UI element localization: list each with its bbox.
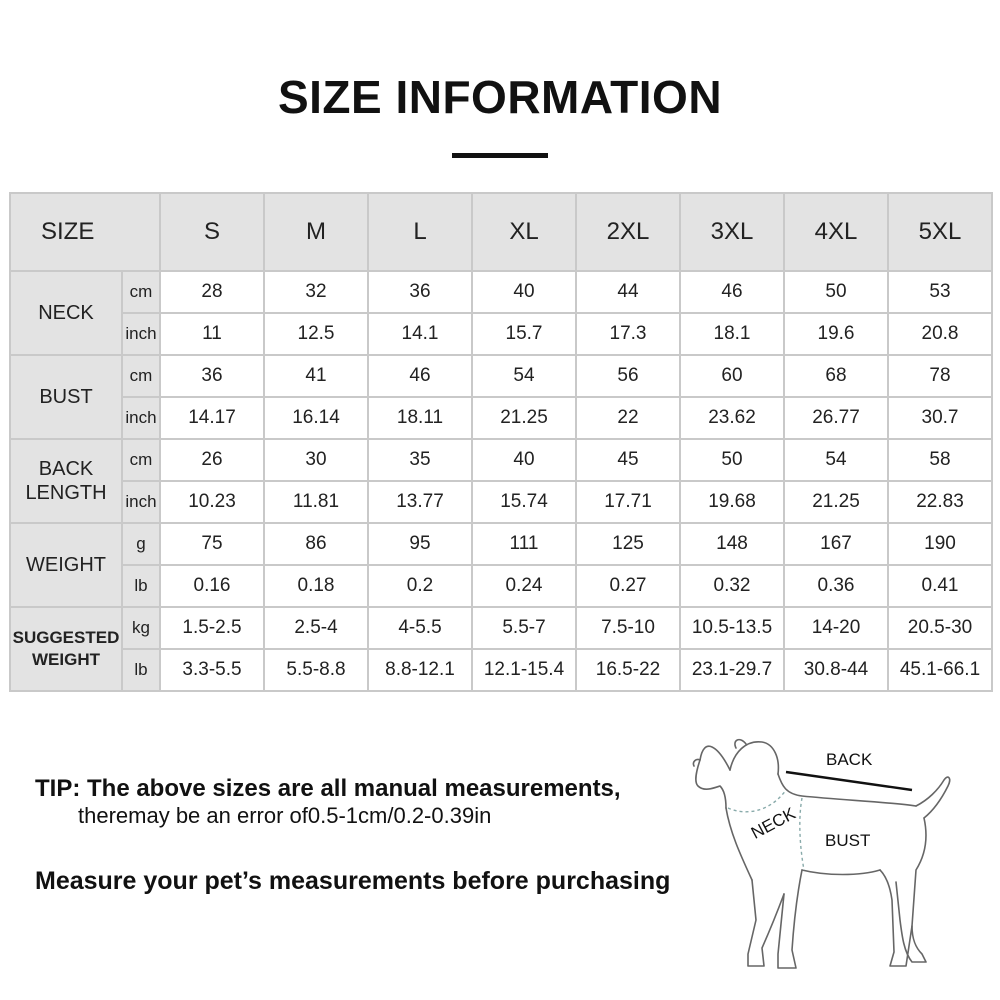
group-label: NECK (10, 271, 122, 355)
unit-cell: lb (122, 565, 160, 607)
value-cell: 14.1 (368, 313, 472, 355)
value-cell: 75 (160, 523, 264, 565)
value-cell: 45.1-66.1 (888, 649, 992, 691)
value-cell: 78 (888, 355, 992, 397)
value-cell: 14-20 (784, 607, 888, 649)
value-cell: 11.81 (264, 481, 368, 523)
value-cell: 148 (680, 523, 784, 565)
value-cell: 16.5-22 (576, 649, 680, 691)
value-cell: 4-5.5 (368, 607, 472, 649)
table-row (10, 565, 992, 607)
value-cell: 8.8-12.1 (368, 649, 472, 691)
value-cell: 0.16 (160, 565, 264, 607)
value-cell: 0.32 (680, 565, 784, 607)
table-row (10, 313, 992, 355)
value-cell: 1.5-2.5 (160, 607, 264, 649)
value-cell: 17.3 (576, 313, 680, 355)
value-cell: 21.25 (784, 481, 888, 523)
value-cell: 11 (160, 313, 264, 355)
value-cell: 41 (264, 355, 368, 397)
value-cell: 50 (680, 439, 784, 481)
back-label: BACK (826, 750, 873, 769)
table-row (10, 355, 992, 397)
group-label (10, 607, 122, 691)
group-label-line: LENGTH (25, 482, 107, 504)
value-cell: 0.27 (576, 565, 680, 607)
value-cell: 15.74 (472, 481, 576, 523)
unit-cell: inch (122, 481, 160, 523)
value-cell: 30 (264, 439, 368, 481)
value-cell: 5.5-8.8 (264, 649, 368, 691)
group-label: WEIGHT (10, 523, 122, 607)
group-label-line: BACK (38, 458, 94, 480)
value-cell: 22 (576, 397, 680, 439)
value-cell: 58 (888, 439, 992, 481)
group-label-line: SUGGESTED (12, 628, 120, 647)
size-header-cell: 3XL (680, 193, 784, 271)
size-header-cell: 2XL (576, 193, 680, 271)
table-row (10, 439, 992, 481)
value-cell: 125 (576, 523, 680, 565)
value-cell: 7.5-10 (576, 607, 680, 649)
value-cell: 18.11 (368, 397, 472, 439)
value-cell: 46 (680, 271, 784, 313)
value-cell: 111 (472, 523, 576, 565)
value-cell: 167 (784, 523, 888, 565)
value-cell: 14.17 (160, 397, 264, 439)
tip-line-2: theremay be an error of0.5-1cm/0.2-0.39in (78, 803, 492, 828)
value-cell: 19.6 (784, 313, 888, 355)
value-cell: 45 (576, 439, 680, 481)
value-cell: 95 (368, 523, 472, 565)
value-cell: 30.8-44 (784, 649, 888, 691)
unit-cell: cm (122, 439, 160, 481)
unit-cell: g (122, 523, 160, 565)
size-chart-table (9, 192, 993, 692)
value-cell: 23.1-29.7 (680, 649, 784, 691)
value-cell: 13.77 (368, 481, 472, 523)
value-cell: 0.2 (368, 565, 472, 607)
value-cell: 12.5 (264, 313, 368, 355)
value-cell: 46 (368, 355, 472, 397)
table-row (10, 607, 992, 649)
value-cell: 190 (888, 523, 992, 565)
value-cell: 68 (784, 355, 888, 397)
bust-label: BUST (825, 831, 871, 850)
value-cell: 2.5-4 (264, 607, 368, 649)
dog-measurement-diagram (690, 730, 960, 990)
value-cell: 36 (368, 271, 472, 313)
value-cell: 12.1-15.4 (472, 649, 576, 691)
value-cell: 26.77 (784, 397, 888, 439)
value-cell: 5.5-7 (472, 607, 576, 649)
value-cell: 40 (472, 439, 576, 481)
table-row (10, 397, 992, 439)
unit-cell: kg (122, 607, 160, 649)
size-header-row (10, 193, 992, 271)
size-chart-body (10, 193, 992, 691)
value-cell: 50 (784, 271, 888, 313)
value-cell: 19.68 (680, 481, 784, 523)
value-cell: 32 (264, 271, 368, 313)
value-cell: 44 (576, 271, 680, 313)
tip-line-1: TIP: The above sizes are all manual measurements, (35, 775, 621, 802)
title-underline (452, 153, 548, 158)
value-cell: 53 (888, 271, 992, 313)
page-title: SIZE INFORMATION (277, 71, 723, 123)
value-cell: 30.7 (888, 397, 992, 439)
value-cell: 21.25 (472, 397, 576, 439)
group-label-line: WEIGHT (32, 650, 100, 669)
value-cell: 0.18 (264, 565, 368, 607)
size-header-cell: 5XL (888, 193, 992, 271)
value-cell: 20.8 (888, 313, 992, 355)
value-cell: 60 (680, 355, 784, 397)
value-cell: 0.36 (784, 565, 888, 607)
value-cell: 86 (264, 523, 368, 565)
value-cell: 28 (160, 271, 264, 313)
value-cell: 20.5-30 (888, 607, 992, 649)
value-cell: 0.24 (472, 565, 576, 607)
dog-outline-icon (690, 730, 960, 990)
value-cell: 17.71 (576, 481, 680, 523)
size-header-cell: 4XL (784, 193, 888, 271)
table-row (10, 649, 992, 691)
value-cell: 36 (160, 355, 264, 397)
value-cell: 54 (784, 439, 888, 481)
value-cell: 0.41 (888, 565, 992, 607)
value-cell: 56 (576, 355, 680, 397)
value-cell: 10.23 (160, 481, 264, 523)
size-header-cell: S (160, 193, 264, 271)
value-cell: 35 (368, 439, 472, 481)
size-header-label: SIZE (10, 193, 160, 271)
unit-cell: inch (122, 397, 160, 439)
unit-cell: lb (122, 649, 160, 691)
unit-cell: cm (122, 271, 160, 313)
value-cell: 18.1 (680, 313, 784, 355)
value-cell: 3.3-5.5 (160, 649, 264, 691)
size-header-cell: M (264, 193, 368, 271)
table-row (10, 523, 992, 565)
unit-cell: cm (122, 355, 160, 397)
value-cell: 10.5-13.5 (680, 607, 784, 649)
value-cell: 40 (472, 271, 576, 313)
value-cell: 22.83 (888, 481, 992, 523)
group-label: BUST (10, 355, 122, 439)
measure-note: Measure your pet’s measurements before purchasing (35, 867, 671, 895)
table-row (10, 271, 992, 313)
value-cell: 23.62 (680, 397, 784, 439)
size-header-cell: XL (472, 193, 576, 271)
unit-cell: inch (122, 313, 160, 355)
value-cell: 16.14 (264, 397, 368, 439)
size-header-cell: L (368, 193, 472, 271)
value-cell: 15.7 (472, 313, 576, 355)
neck-label: NECK (748, 803, 799, 843)
value-cell: 26 (160, 439, 264, 481)
value-cell: 54 (472, 355, 576, 397)
group-label (10, 439, 122, 523)
table-row (10, 481, 992, 523)
